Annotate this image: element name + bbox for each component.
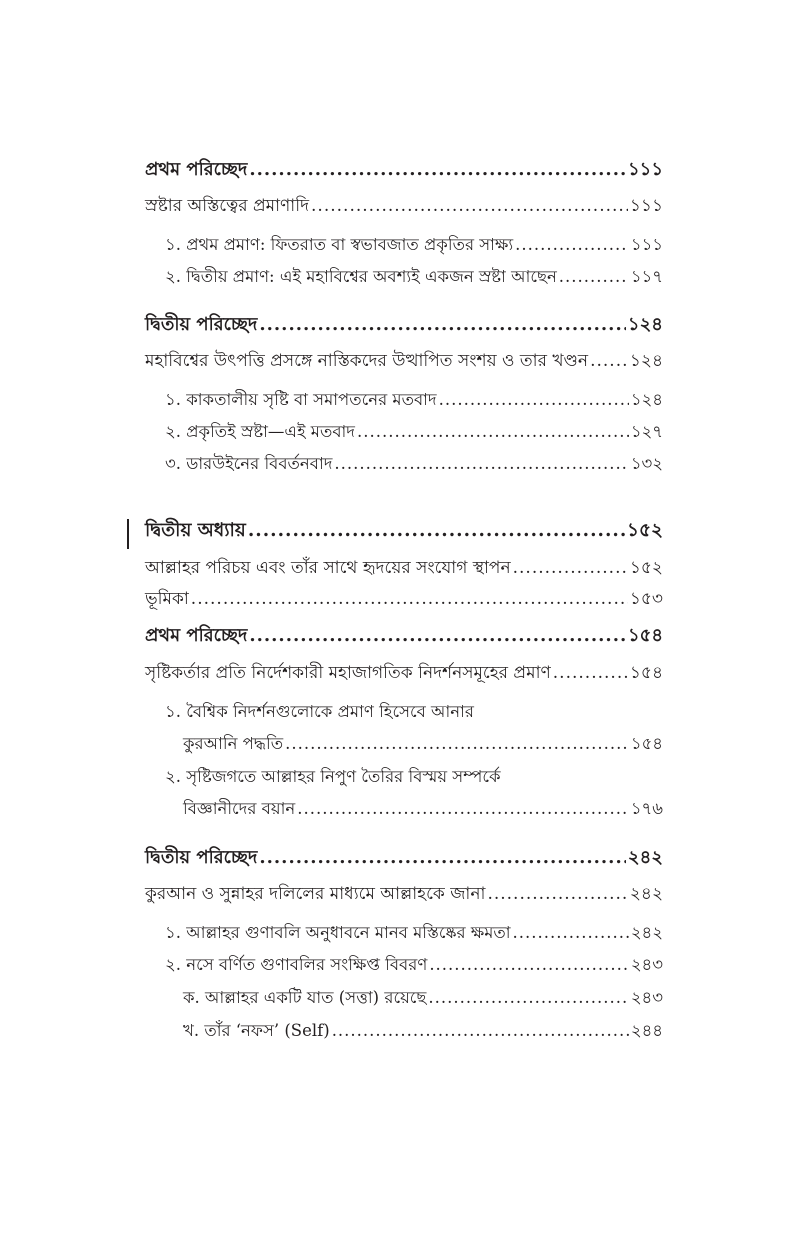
toc-entry-title: দ্বিতীয় পরিচ্ছেদ: [145, 314, 258, 335]
toc-entry-title: খ. তাঁর ‘নফস’ (Self): [183, 1021, 330, 1040]
toc-subentry[interactable]: [165, 452, 663, 476]
toc-entry-title: কুরআনি পদ্ধতি: [183, 734, 284, 753]
dot-leader: [559, 265, 629, 289]
toc-page-number: ১৫২: [626, 520, 663, 541]
toc-entry-title: ৩. ডারউইনের বিবর্তনবাদ: [165, 454, 333, 473]
toc-page-number: ১৫৪: [627, 625, 663, 646]
dot-leader: [439, 388, 629, 412]
toc-topic[interactable]: [145, 349, 663, 373]
dot-leader: [259, 313, 626, 337]
toc-page-number: ১৩২: [630, 454, 663, 473]
toc-page-number: ১৫২: [629, 558, 663, 578]
toc-page-number: ১২৪: [630, 390, 663, 409]
margin-marker: [127, 519, 129, 549]
dot-leader: [332, 1019, 629, 1043]
toc-page-number: ১৫৪: [630, 734, 663, 753]
dot-leader: [191, 587, 628, 611]
toc-subentry[interactable]: [183, 732, 663, 756]
toc-entry-title: ২. দ্বিতীয় প্রমাণ: এই মহাবিশ্বের অবশ্যই একজন স্রষ্টা আছেন: [165, 267, 557, 286]
dot-leader: [513, 556, 628, 580]
toc-subentry[interactable]: [165, 388, 663, 412]
toc-page-number: ২৪৩: [630, 955, 663, 974]
toc-subentry[interactable]: [165, 233, 663, 257]
toc-subentry[interactable]: [165, 420, 663, 444]
toc-page-number: ২৪৩: [630, 988, 663, 1007]
toc-entry-title: মহাবিশ্বের উৎপত্তি প্রসঙ্গে নাস্তিকদের উত্থাপিত সংশয় ও তার খণ্ডন: [145, 351, 589, 371]
toc-page-number: ১১১: [629, 196, 663, 216]
toc-entry-title: বিজ্ঞানীদের বয়ান: [183, 799, 296, 818]
dot-leader: [248, 519, 625, 543]
toc-entry-title: প্রথম পরিচ্ছেদ: [145, 159, 248, 180]
dot-leader: [285, 732, 629, 756]
toc-subentry-line1[interactable]: ১. বৈশ্বিক নিদর্শনগুলোকে প্রমাণ হিসেবে আনার: [165, 702, 475, 721]
dot-leader: [259, 846, 626, 870]
toc-page-number: ২৪৪: [630, 1021, 663, 1040]
toc-section-heading[interactable]: [145, 624, 663, 648]
toc-page-number: ১২৪: [627, 314, 663, 335]
dot-leader: [513, 921, 629, 945]
toc-subsubentry[interactable]: [183, 986, 663, 1010]
dot-leader: [249, 624, 626, 648]
toc-topic[interactable]: [145, 882, 663, 906]
toc-page-number: ১১১: [630, 235, 663, 254]
toc-page-number: ১৫৩: [629, 589, 663, 609]
toc-topic[interactable]: [145, 661, 663, 685]
toc-entry-title: কুরআন ও সুন্নাহর দলিলের মাধ্যমে আল্লাহকে জানা: [145, 884, 486, 904]
dot-leader: [590, 349, 628, 373]
dot-leader: [311, 194, 628, 218]
toc-page-number: ১১১: [627, 159, 663, 180]
toc-entry-title: আল্লাহর পরিচয় এবং তাঁর সাথে হৃদয়ের সংযোগ স্থাপন: [145, 558, 511, 578]
dot-leader: [428, 986, 628, 1010]
toc-topic[interactable]: [145, 194, 663, 218]
toc-page-number: ১২৪: [629, 351, 663, 371]
toc-topic[interactable]: [145, 587, 663, 611]
toc-entry-title: ১. কাকতালীয় সৃষ্টি বা সমাপতনের মতবাদ: [165, 390, 437, 409]
dot-leader: [515, 233, 629, 257]
dot-leader: [553, 661, 628, 685]
dot-leader: [334, 452, 628, 476]
toc-topic[interactable]: [145, 556, 663, 580]
dot-leader: [297, 797, 629, 821]
toc-entry-title: ক. আল্লাহর একটি যাত (সত্তা) রয়েছে: [183, 988, 427, 1007]
toc-entry-title: দ্বিতীয় পরিচ্ছেদ: [145, 847, 258, 868]
toc-subentry[interactable]: [165, 265, 663, 289]
toc-entry-title: ২. নসে বর্ণিত গুণাবলির সংক্ষিপ্ত বিবরণ: [165, 955, 428, 974]
toc-chapter-heading[interactable]: [145, 519, 663, 543]
toc-page-number: ২৪২: [627, 847, 663, 868]
toc-page-number: ২৪২: [630, 923, 663, 942]
toc-subentry[interactable]: [183, 797, 663, 821]
dot-leader: [249, 158, 626, 182]
toc-entry-title: ২. প্রকৃতিই স্রষ্টা—এই মতবাদ: [165, 422, 355, 441]
toc-page-number: ১৭৬: [630, 799, 663, 818]
dot-leader: [429, 953, 629, 977]
toc-section-heading[interactable]: [145, 846, 663, 870]
toc-section-heading[interactable]: [145, 158, 663, 182]
toc-page-number: ১১৭: [630, 267, 663, 286]
dot-leader: [357, 420, 629, 444]
toc-entry-title: প্রথম পরিচ্ছেদ: [145, 625, 248, 646]
toc-subsubentry[interactable]: [183, 1019, 663, 1043]
toc-subentry[interactable]: [165, 953, 663, 977]
toc-entry-title: স্রষ্টার অস্তিত্বের প্রমাণাদি: [145, 196, 310, 216]
toc-page-number: ১২৭: [630, 422, 663, 441]
toc-entry-title: ভূমিকা: [145, 589, 189, 609]
toc-section-heading[interactable]: [145, 313, 663, 337]
toc-subentry[interactable]: [165, 921, 663, 945]
toc-page-number: ১৫৪: [629, 663, 663, 683]
toc-entry-title: দ্বিতীয় অধ্যায়: [145, 520, 246, 541]
dot-leader: [487, 882, 627, 906]
toc-entry-title: ১. প্রথম প্রমাণ: ফিতরাত বা স্বভাবজাত প্রকৃতির সাক্ষ্য: [165, 235, 514, 254]
toc-subentry-line1[interactable]: ২. সৃষ্টিজগতে আল্লাহর নিপুণ তৈরির বিস্ময় সম্পর্কে: [165, 767, 501, 786]
toc-entry-title: সৃষ্টিকর্তার প্রতি নির্দেশকারী মহাজাগতিক নিদর্শনসমূহের প্রমাণ: [145, 663, 551, 683]
toc-entry-title: ১. আল্লাহর গুণাবলি অনুধাবনে মানব মস্তিষ্কের ক্ষমতা: [165, 923, 511, 942]
toc-page-number: ২৪২: [629, 884, 663, 904]
